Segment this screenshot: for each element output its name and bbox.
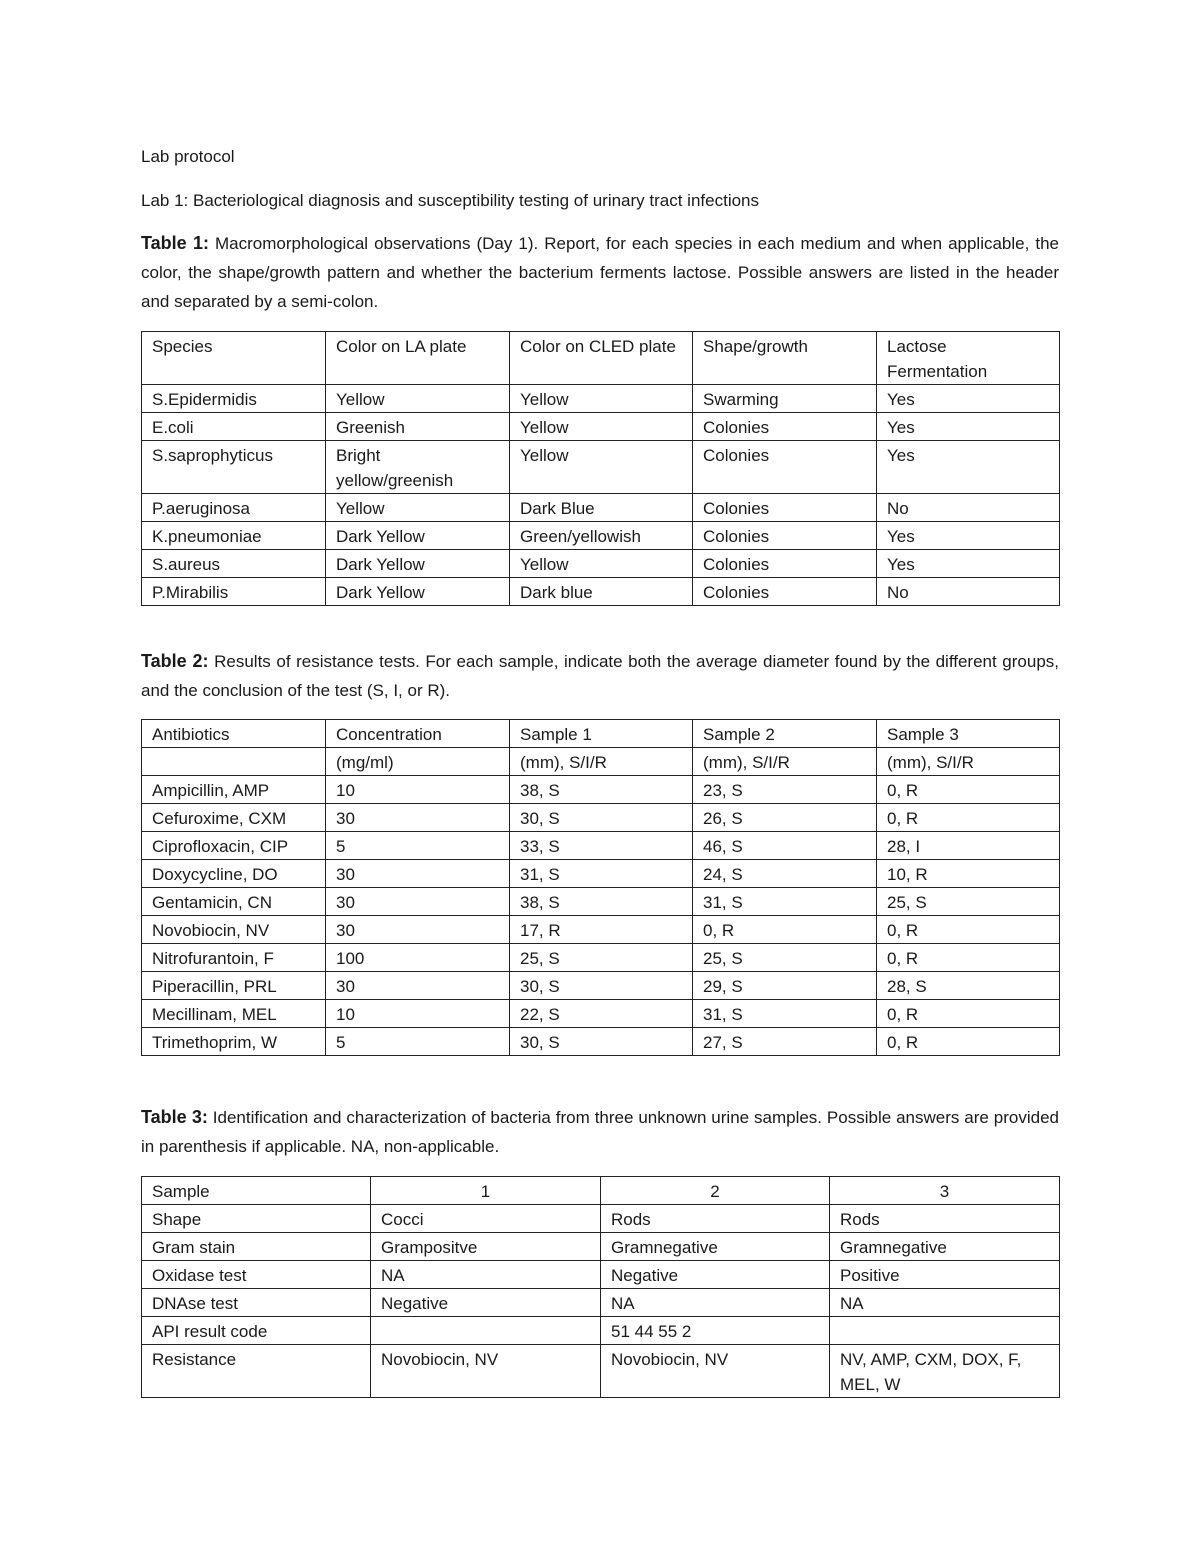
table-row (142, 413, 1060, 441)
table-cell: Dark Yellow (326, 578, 510, 606)
table-cell: 10, R (877, 860, 1060, 888)
table-cell: Colonies (693, 550, 877, 578)
subheader-cell (142, 748, 326, 776)
header-cell: Sample 3 (877, 720, 1060, 748)
table-cell (371, 1317, 601, 1345)
header-cell: Sample 1 (510, 720, 693, 748)
table-cell: 100 (326, 944, 510, 972)
header-cell: Species (142, 332, 326, 385)
table-cell: 10 (326, 776, 510, 804)
table-cell: Grampositve (371, 1233, 601, 1261)
table-cell: Yes (877, 441, 1060, 494)
table-cell: 28, I (877, 832, 1060, 860)
table-cell: Ampicillin, AMP (142, 776, 326, 804)
table-cell: NA (601, 1289, 830, 1317)
table-cell: Rods (830, 1205, 1060, 1233)
table-cell: Novobiocin, NV (142, 916, 326, 944)
table-cell: 0, R (693, 916, 877, 944)
table-cell: Swarming (693, 385, 877, 413)
table-row (142, 776, 1060, 804)
table-cell: 31, S (693, 888, 877, 916)
table2-caption-text: Results of resistance tests. For each sample, indicate both the average diameter found by the different groups, and the conclusion of the test (S, I, or R). (141, 652, 1059, 700)
table-cell: DNAse test (142, 1289, 371, 1317)
table-cell: Yes (877, 522, 1060, 550)
table-cell: 30 (326, 972, 510, 1000)
table-cell: Green/yellowish (510, 522, 693, 550)
table-cell: Negative (371, 1289, 601, 1317)
table-cell: 25, S (693, 944, 877, 972)
table-cell: Yellow (510, 441, 693, 494)
table-cell: 38, S (510, 888, 693, 916)
table-cell: 31, S (693, 1000, 877, 1028)
table-row (142, 888, 1060, 916)
table-cell: Negative (601, 1261, 830, 1289)
table-row (142, 441, 1060, 494)
table-cell: 5 (326, 1028, 510, 1056)
table3-label: Table 3: (141, 1107, 208, 1127)
table-cell: 29, S (693, 972, 877, 1000)
table-cell: Yellow (326, 494, 510, 522)
table-cell: P.Mirabilis (142, 578, 326, 606)
table1-macromorphology (141, 331, 1060, 606)
table-cell: Yellow (510, 385, 693, 413)
table-cell: 0, R (877, 1028, 1060, 1056)
table3-caption (141, 1103, 1059, 1161)
table-cell: NA (830, 1289, 1060, 1317)
table-cell: S.aureus (142, 550, 326, 578)
table-cell: Resistance (142, 1345, 371, 1398)
table3-caption-text: Identification and characterization of bacteria from three unknown urine samples. Possible answers are provided in parenthesis if applicable. NA, non-applicable. (141, 1108, 1059, 1156)
table-cell: P.aeruginosa (142, 494, 326, 522)
table-cell: 26, S (693, 804, 877, 832)
table-cell: Yes (877, 550, 1060, 578)
header-cell: 3 (830, 1177, 1060, 1205)
table-header-row (142, 720, 1060, 748)
table-row (142, 522, 1060, 550)
table-row (142, 1261, 1060, 1289)
table-row (142, 385, 1060, 413)
table-cell: Gramnegative (601, 1233, 830, 1261)
header-cell: Lactose Fermentation (877, 332, 1060, 385)
table-cell: Gramnegative (830, 1233, 1060, 1261)
table-cell: 30 (326, 888, 510, 916)
table-cell: Doxycycline, DO (142, 860, 326, 888)
header-cell: Sample (142, 1177, 371, 1205)
header-cell: 1 (371, 1177, 601, 1205)
table-cell: Nitrofurantoin, F (142, 944, 326, 972)
table-cell: Yellow (510, 550, 693, 578)
table-cell: 30 (326, 860, 510, 888)
table-cell: Novobiocin, NV (601, 1345, 830, 1398)
table-cell (830, 1317, 1060, 1345)
table-cell: 24, S (693, 860, 877, 888)
table-row (142, 944, 1060, 972)
table-cell: S.saprophyticus (142, 441, 326, 494)
header-cell: Concentration (326, 720, 510, 748)
table-cell: 27, S (693, 1028, 877, 1056)
table-row (142, 494, 1060, 522)
table-cell: No (877, 578, 1060, 606)
table-cell: 30, S (510, 972, 693, 1000)
table2-caption (141, 647, 1059, 705)
table-cell: 0, R (877, 944, 1060, 972)
table-cell: 31, S (510, 860, 693, 888)
table-cell: 30 (326, 804, 510, 832)
table-cell: 46, S (693, 832, 877, 860)
table-cell: 30, S (510, 804, 693, 832)
table-cell: Dark blue (510, 578, 693, 606)
table-cell: Dark Blue (510, 494, 693, 522)
subheader-cell: (mg/ml) (326, 748, 510, 776)
table-row (142, 860, 1060, 888)
header-cell: Color on CLED plate (510, 332, 693, 385)
table-row (142, 1317, 1060, 1345)
table-cell: E.coli (142, 413, 326, 441)
table2-label: Table 2: (141, 651, 209, 671)
table-row (142, 916, 1060, 944)
table2-resistance-tests (141, 719, 1060, 1056)
table1-caption (141, 229, 1059, 316)
table-row (142, 1028, 1060, 1056)
table-cell: Colonies (693, 522, 877, 550)
table-cell: 30 (326, 916, 510, 944)
table-row (142, 1345, 1060, 1398)
table-row (142, 550, 1060, 578)
table-cell: Colonies (693, 413, 877, 441)
header-cell: Sample 2 (693, 720, 877, 748)
table-cell: Bright yellow/greenish (326, 441, 510, 494)
table-cell: Shape (142, 1205, 371, 1233)
table-header-row (142, 332, 1060, 385)
table-cell: 5 (326, 832, 510, 860)
table-header-row (142, 1177, 1060, 1205)
table-cell: 0, R (877, 804, 1060, 832)
table1-label: Table 1: (141, 233, 209, 253)
table-row (142, 578, 1060, 606)
header-cell: Shape/growth (693, 332, 877, 385)
table-cell: 17, R (510, 916, 693, 944)
table-row (142, 972, 1060, 1000)
table-cell: Positive (830, 1261, 1060, 1289)
table-cell: Trimethoprim, W (142, 1028, 326, 1056)
table-cell: S.Epidermidis (142, 385, 326, 413)
table-cell: Cefuroxime, CXM (142, 804, 326, 832)
table-cell: Mecillinam, MEL (142, 1000, 326, 1028)
table-cell: Yes (877, 385, 1060, 413)
table-subheader-row (142, 748, 1060, 776)
table-row (142, 832, 1060, 860)
table-cell: 0, R (877, 916, 1060, 944)
table-cell: 38, S (510, 776, 693, 804)
table-row (142, 1205, 1060, 1233)
table-cell: Colonies (693, 494, 877, 522)
table-cell: Rods (601, 1205, 830, 1233)
table-cell: 30, S (510, 1028, 693, 1056)
header-cell: Color on LA plate (326, 332, 510, 385)
subheader-cell: (mm), S/I/R (877, 748, 1060, 776)
table-row (142, 1233, 1060, 1261)
table-cell: 33, S (510, 832, 693, 860)
table-cell: Dark Yellow (326, 522, 510, 550)
subheader-cell: (mm), S/I/R (510, 748, 693, 776)
table-cell: Colonies (693, 578, 877, 606)
doc-title: Lab protocol (141, 147, 235, 166)
table-row (142, 1289, 1060, 1317)
table-cell: Gram stain (142, 1233, 371, 1261)
table-cell: Colonies (693, 441, 877, 494)
table-cell: 22, S (510, 1000, 693, 1028)
table-cell: 25, S (877, 888, 1060, 916)
table-cell: 28, S (877, 972, 1060, 1000)
table-cell: Oxidase test (142, 1261, 371, 1289)
table-cell: Greenish (326, 413, 510, 441)
table-cell: NA (371, 1261, 601, 1289)
table-cell: K.pneumoniae (142, 522, 326, 550)
table-cell: NV, AMP, CXM, DOX, F, MEL, W (830, 1345, 1060, 1398)
table-cell: API result code (142, 1317, 371, 1345)
table-cell: Dark Yellow (326, 550, 510, 578)
table-cell: Novobiocin, NV (371, 1345, 601, 1398)
table-cell: Yellow (326, 385, 510, 413)
table-cell: 0, R (877, 1000, 1060, 1028)
table3-identification (141, 1176, 1060, 1398)
table-cell: Ciprofloxacin, CIP (142, 832, 326, 860)
table-cell: Gentamicin, CN (142, 888, 326, 916)
table-cell: 25, S (510, 944, 693, 972)
table1-caption-text: Macromorphological observations (Day 1). Report, for each species in each medium and when applicable, the color, the shape/growth pattern and whether the bacterium ferments lactose. Possible answers are listed in the header and separated by a semi-colon. (141, 234, 1059, 311)
table-cell: No (877, 494, 1060, 522)
table-cell: 51 44 55 2 (601, 1317, 830, 1345)
table-cell: 0, R (877, 776, 1060, 804)
table-row (142, 1000, 1060, 1028)
table-cell: Cocci (371, 1205, 601, 1233)
lab-title: Lab 1: Bacteriological diagnosis and susceptibility testing of urinary tract infections (141, 191, 760, 210)
header-cell: Antibiotics (142, 720, 326, 748)
table-cell: Yes (877, 413, 1060, 441)
table-cell: 23, S (693, 776, 877, 804)
header-cell: 2 (601, 1177, 830, 1205)
table-cell: Piperacillin, PRL (142, 972, 326, 1000)
table-cell: 10 (326, 1000, 510, 1028)
subheader-cell: (mm), S/I/R (693, 748, 877, 776)
table-row (142, 804, 1060, 832)
table-cell: Yellow (510, 413, 693, 441)
